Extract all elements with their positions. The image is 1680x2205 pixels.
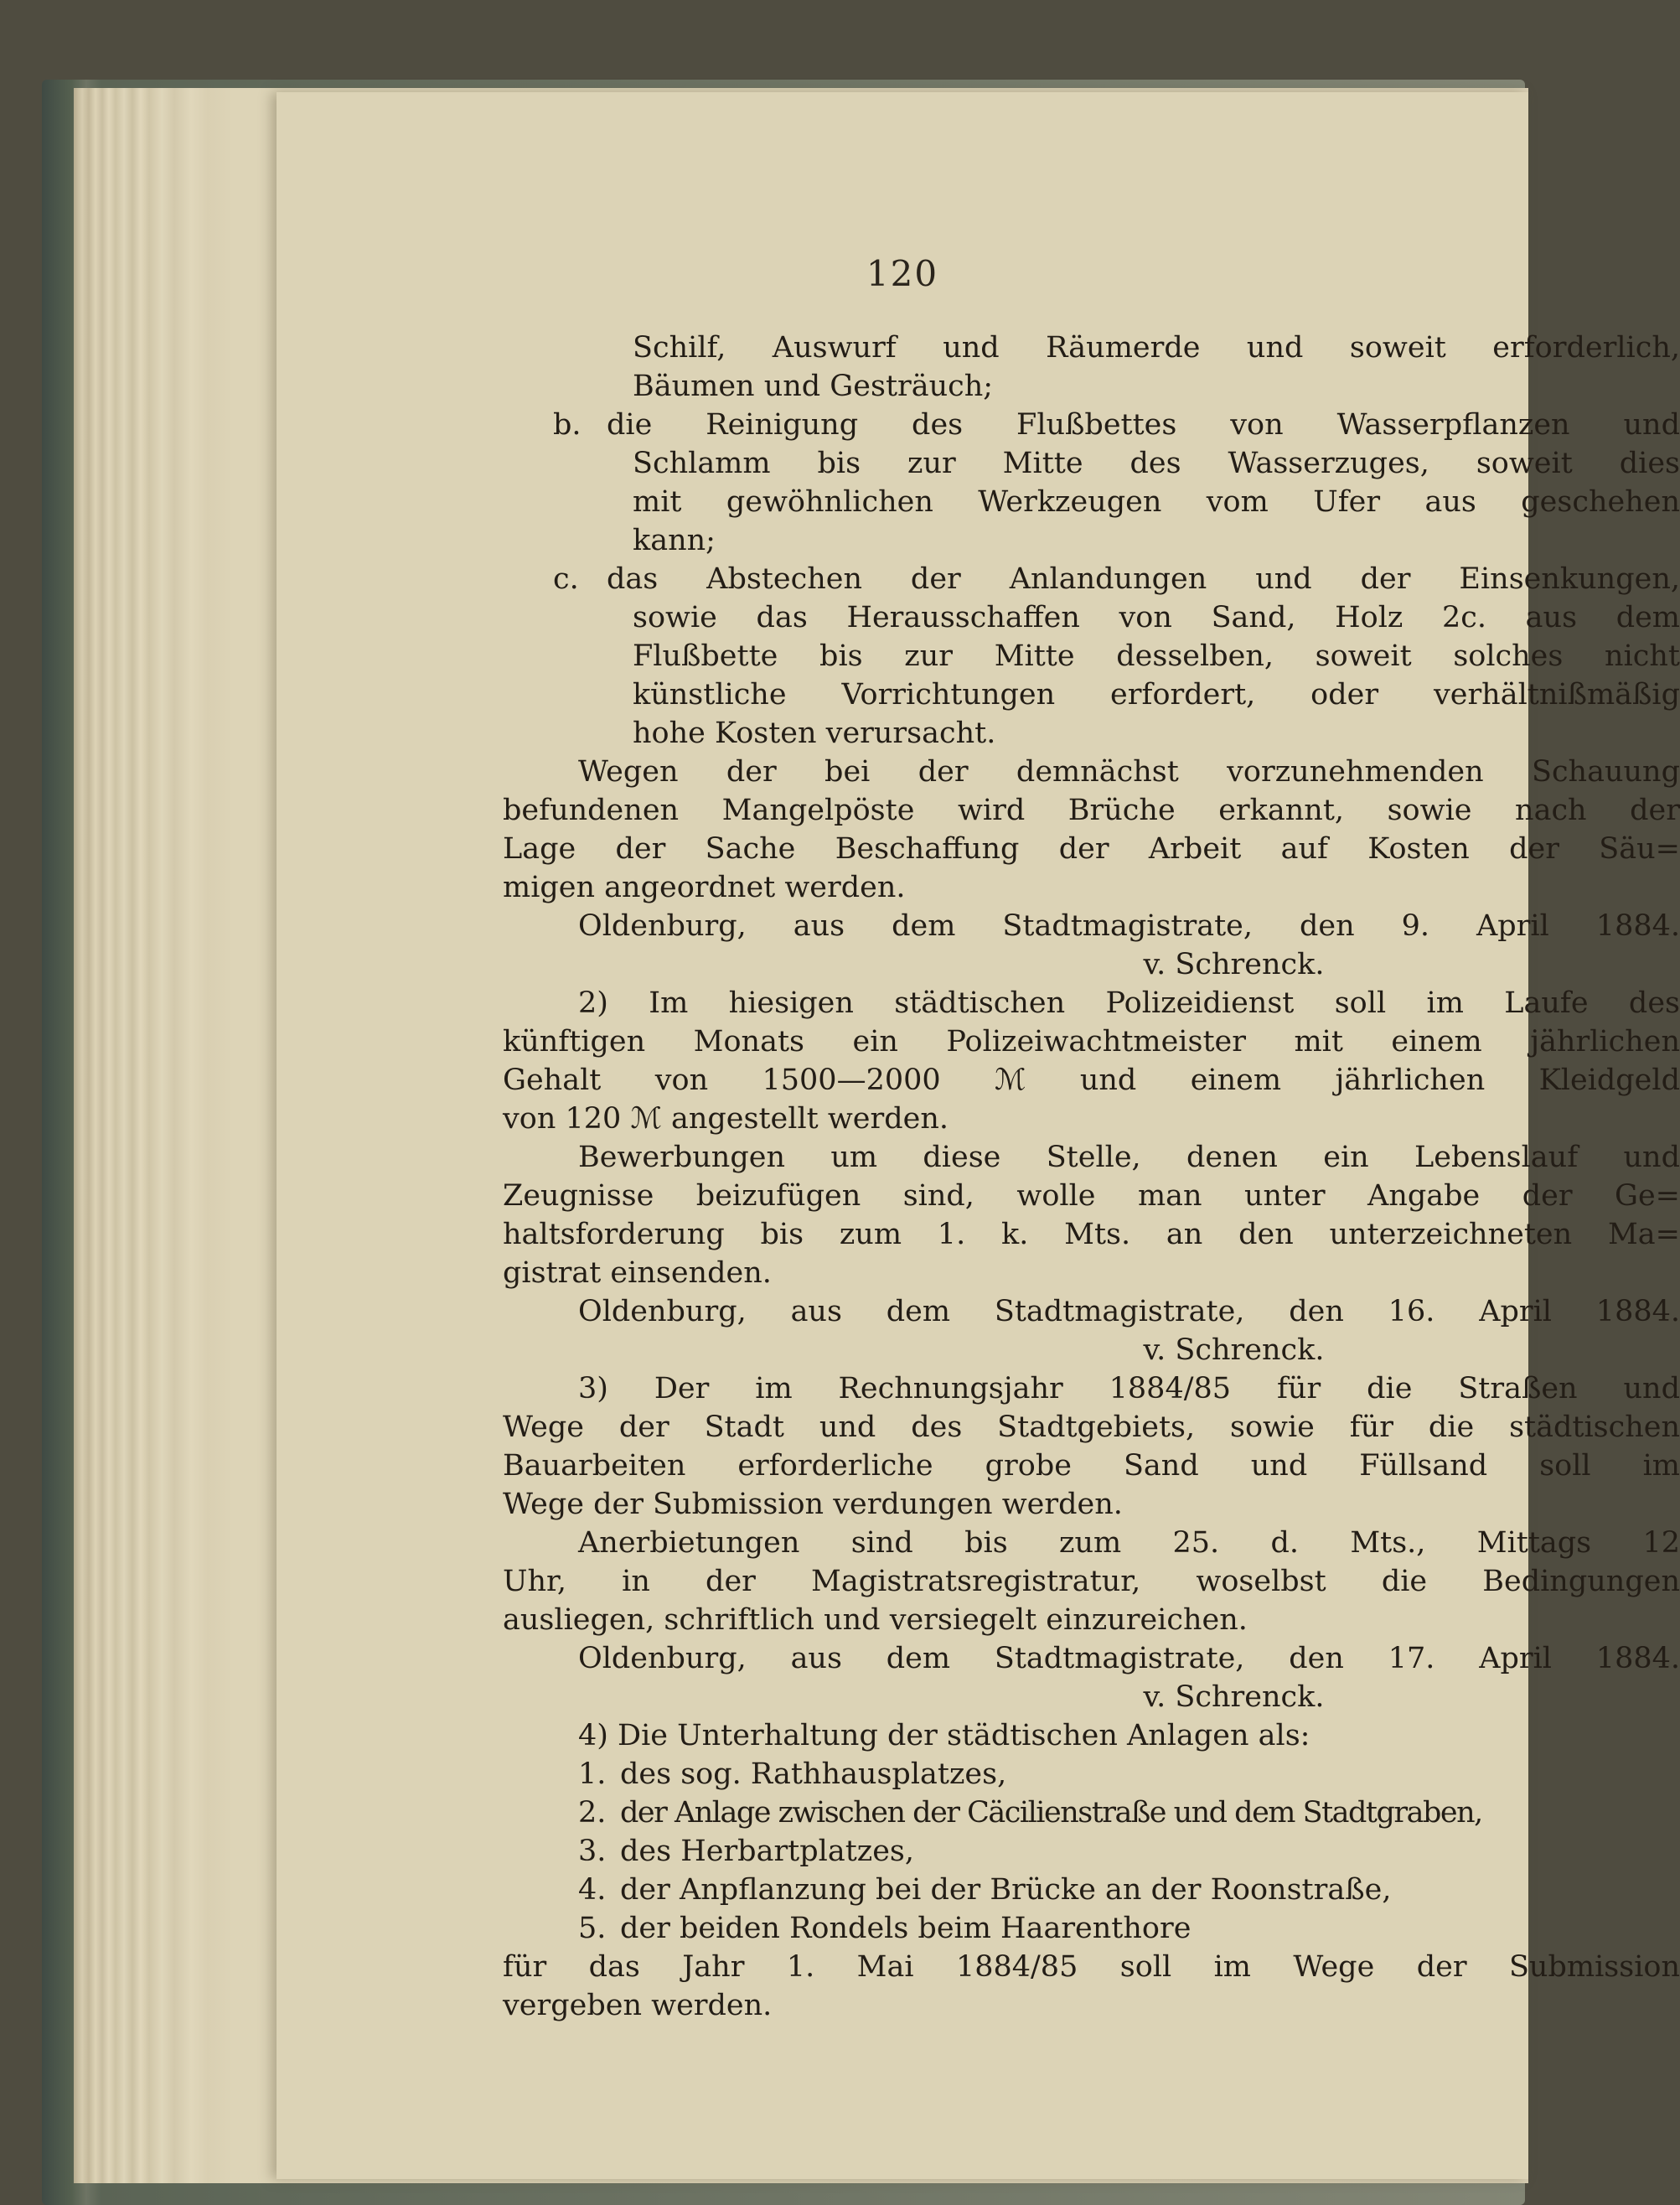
text-line: Schilf, Auswurf und Räumerde und soweit erforderlich, bbox=[633, 331, 1680, 365]
date-line: Oldenburg, aus dem Stadtmagistrate, den 17. April 1884. bbox=[578, 1642, 1680, 1675]
page-number: 120 bbox=[866, 253, 939, 294]
text-line: Wegen der bei der demnächst vorzunehmenden Schauung bbox=[578, 755, 1680, 789]
text-line: ausliegen, schriftlich und versiegelt einzureichen. bbox=[503, 1603, 1248, 1637]
list-item-b bbox=[503, 406, 1680, 444]
list-item-c bbox=[503, 560, 1680, 598]
text-line: von 120 ℳ angestellt werden. bbox=[503, 1102, 949, 1136]
list-item bbox=[503, 1909, 1680, 1948]
text-span: des sog. Rathhausplatzes, bbox=[620, 1757, 1007, 1791]
text-line: Wege der Stadt und des Stadtgebiets, sowie für die städtischen bbox=[503, 1410, 1680, 1444]
list-item bbox=[503, 1794, 1680, 1832]
text-line: migen angeordnet werden. bbox=[503, 871, 906, 904]
text-line: Zeugnisse beizufügen sind, wolle man unter Angabe der Ge= bbox=[503, 1179, 1680, 1213]
text-line: Bewerbungen um diese Stelle, denen ein Lebenslauf und bbox=[578, 1141, 1680, 1174]
text-span: der Anlage zwischen der Cäcilienstraße und dem Stadtgraben, bbox=[620, 1796, 1482, 1830]
text-line: Uhr, in der Magistratsregistratur, woselbst die Bedingungen bbox=[503, 1565, 1680, 1598]
signature-line: v. Schrenck. bbox=[1143, 1333, 1325, 1367]
text-span: des Herbartplatzes, bbox=[620, 1835, 915, 1868]
list-item bbox=[503, 1871, 1680, 1909]
text-line: künftigen Monats ein Polizeiwachtmeister mit einem jährlichen bbox=[503, 1025, 1680, 1059]
text-line: Lage der Sache Beschaffung der Arbeit auf Kosten der Säu= bbox=[503, 832, 1680, 866]
signature-line: v. Schrenck. bbox=[1143, 1680, 1325, 1714]
text-span: der Anpflanzung bei der Brücke an der Roonstraße, bbox=[620, 1873, 1392, 1907]
text-line: Schlamm bis zur Mitte des Wasserzuges, soweit dies bbox=[633, 447, 1680, 480]
list-marker: b. bbox=[553, 408, 582, 442]
date-line: Oldenburg, aus dem Stadtmagistrate, den 16. April 1884. bbox=[578, 1295, 1680, 1328]
text-line: Bäumen und Gesträuch; bbox=[633, 370, 994, 403]
text-line: mit gewöhnlichen Werkzeugen vom Ufer aus geschehen bbox=[633, 485, 1680, 519]
text-line: hohe Kosten verursacht. bbox=[633, 717, 996, 750]
list-marker: c. bbox=[553, 562, 579, 596]
text-span: das Abstechen der Anlandungen und der Einsenkungen, bbox=[607, 562, 1680, 596]
list-item bbox=[503, 1755, 1680, 1794]
text-line: 2) Im hiesigen städtischen Polizeidienst soll im Laufe des bbox=[578, 986, 1680, 1020]
text-line: haltsforderung bis zum 1. k. Mts. an den unterzeichneten Ma= bbox=[503, 1218, 1680, 1251]
list-number: 1. bbox=[578, 1757, 607, 1791]
text-line: Flußbette bis zur Mitte desselben, soweit solches nicht bbox=[633, 639, 1680, 673]
text-span: der beiden Rondels beim Haarenthore bbox=[620, 1912, 1192, 1945]
list-number: 5. bbox=[578, 1912, 607, 1945]
text-line: sowie das Herausschaffen von Sand, Holz 2c. aus dem bbox=[633, 601, 1680, 634]
text-line: 4) Die Unterhaltung der städtischen Anlagen als: bbox=[578, 1719, 1310, 1752]
page-text bbox=[503, 329, 1680, 2025]
text-line: kann; bbox=[633, 524, 716, 557]
list-number: 3. bbox=[578, 1835, 607, 1868]
text-line: Gehalt von 1500—2000 ℳ und einem jährlichen Kleidgeld bbox=[503, 1064, 1680, 1097]
book-page bbox=[277, 92, 1680, 2179]
text-line: gistrat einsenden. bbox=[503, 1256, 772, 1290]
date-line: Oldenburg, aus dem Stadtmagistrate, den 9. April 1884. bbox=[578, 909, 1680, 943]
text-line: Anerbietungen sind bis zum 25. d. Mts., Mittags 12 bbox=[578, 1526, 1680, 1560]
text-line: Bauarbeiten erforderliche grobe Sand und Füllsand soll im bbox=[503, 1449, 1680, 1483]
text-line: vergeben werden. bbox=[503, 1989, 773, 2022]
list-number: 4. bbox=[578, 1873, 607, 1907]
text-line: Wege der Submission verdungen werden. bbox=[503, 1488, 1123, 1521]
list-item bbox=[503, 1832, 1680, 1871]
text-line: künstliche Vorrichtungen erfordert, oder verhältnißmäßig bbox=[633, 678, 1680, 712]
signature-line: v. Schrenck. bbox=[1143, 948, 1325, 981]
text-line: für das Jahr 1. Mai 1884/85 soll im Wege der Submission bbox=[503, 1950, 1680, 1984]
text-line: 3) Der im Rechnungsjahr 1884/85 für die Straßen und bbox=[578, 1372, 1680, 1405]
text-line: befundenen Mangelpöste wird Brüche erkannt, sowie nach der bbox=[503, 794, 1680, 827]
list-number: 2. bbox=[578, 1796, 607, 1830]
text-span: die Reinigung des Flußbettes von Wasserpflanzen und bbox=[607, 408, 1680, 442]
